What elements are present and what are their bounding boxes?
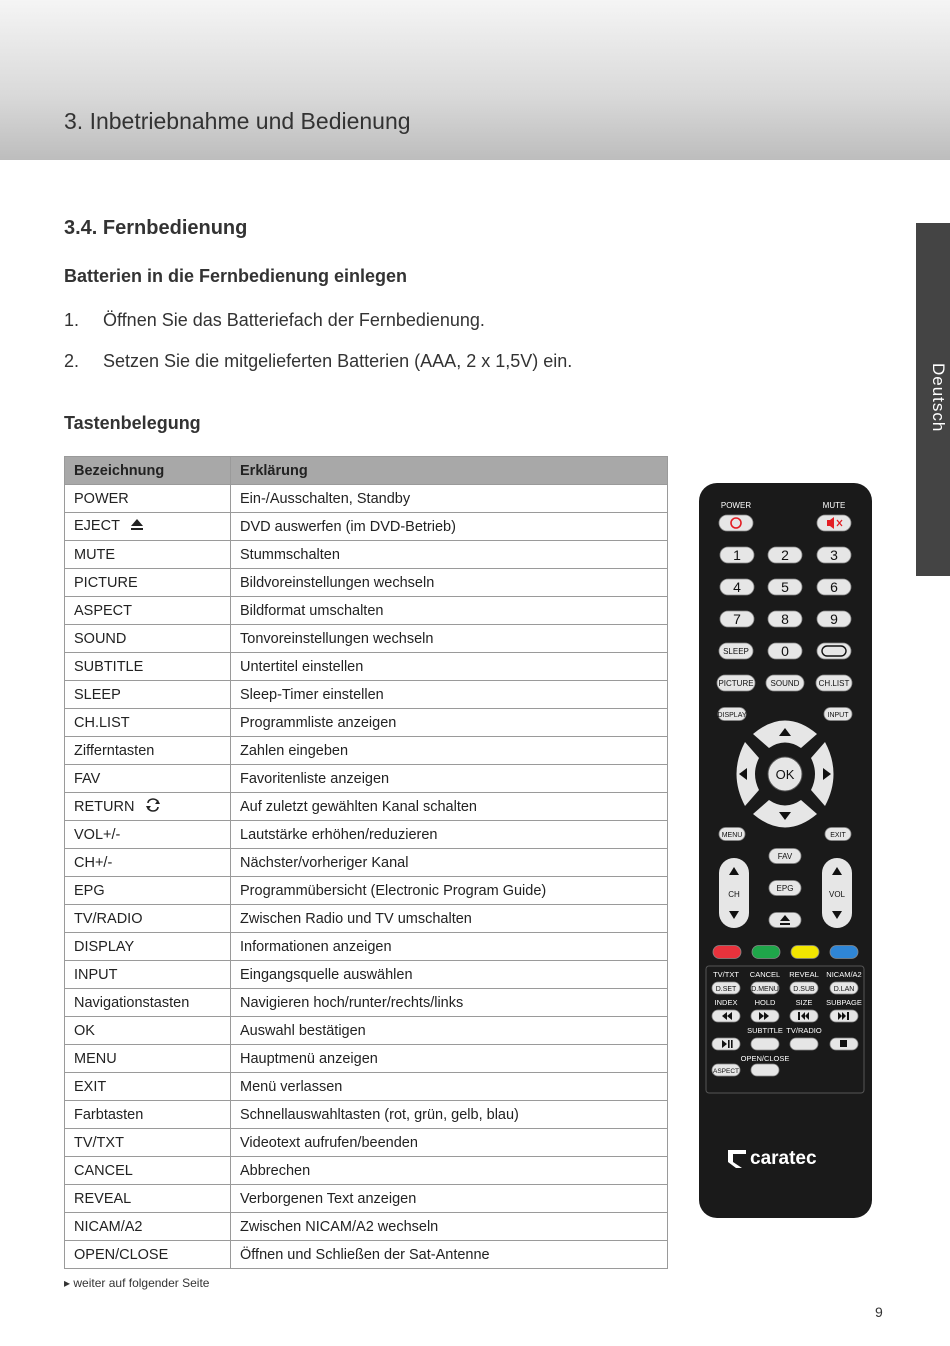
eject-icon (130, 519, 144, 535)
function-key-top-label: NICAM/A2 (826, 970, 862, 979)
key-name-cell (65, 961, 231, 989)
page-number: 9 (875, 1304, 883, 1320)
subtitle-key (751, 1038, 779, 1050)
key-name-cell (65, 1185, 231, 1213)
section-title: 3.4. Fernbedienung (64, 217, 248, 239)
continued-note-text: weiter auf folgender Seite (73, 1276, 210, 1290)
key-description-cell: Videotext aufrufen/beenden (231, 1129, 668, 1157)
key-description-cell: Ein-/Ausschalten, Standby (231, 485, 668, 513)
digit-key-label: 5 (781, 579, 789, 595)
key-description-cell: Navigieren hoch/runter/rechts/links (231, 989, 668, 1017)
chapter-title: 3. Inbetriebnahme und Bedienung (64, 108, 411, 134)
table-row (65, 1241, 668, 1269)
key-name: Farbtasten (74, 1106, 144, 1123)
brand-wordmark: caratec (750, 1148, 817, 1169)
next-icon (847, 1012, 849, 1020)
key-description-cell: Lautstärke erhöhen/reduzieren (231, 821, 668, 849)
key-description-cell: Untertitel einstellen (231, 653, 668, 681)
table-row (65, 597, 668, 625)
key-name-cell (65, 653, 231, 681)
ok-key-label: OK (775, 767, 795, 782)
key-name: DISPLAY (74, 938, 135, 955)
table-row (65, 821, 668, 849)
key-description-cell: Zahlen eingeben (231, 737, 668, 765)
table-row (65, 709, 668, 737)
table-row (65, 1129, 668, 1157)
picture-key-label: PICTURE (718, 679, 754, 688)
key-name-cell (65, 1129, 231, 1157)
key-name: TV/RADIO (74, 910, 143, 927)
key-name-cell (65, 513, 231, 541)
key-description-cell: Stummschalten (231, 541, 668, 569)
keys-heading: Tastenbelegung (64, 413, 201, 433)
fav-key-label: FAV (777, 852, 793, 861)
key-description-cell: Tonvoreinstellungen wechseln (231, 625, 668, 653)
aspect-key-label: ASPECT (712, 1068, 740, 1075)
table-header-row (65, 457, 668, 485)
key-name: ASPECT (74, 602, 133, 619)
key-name-cell (65, 625, 231, 653)
key-name-cell (65, 1045, 231, 1073)
key-name: CH.LIST (74, 714, 130, 731)
mute-label: MUTE (822, 501, 846, 510)
step-number: 2. (64, 351, 80, 371)
key-name-cell (65, 765, 231, 793)
key-name-cell (65, 485, 231, 513)
key-name: CH+/- (74, 854, 113, 871)
key-description-cell: Abbrechen (231, 1157, 668, 1185)
remote-control-drawing (698, 482, 874, 1220)
key-name-cell (65, 681, 231, 709)
blue-key (830, 946, 858, 959)
table-row (65, 569, 668, 597)
key-name-cell (65, 709, 231, 737)
digit-key-label: 3 (830, 547, 838, 563)
side-tab-label: Deutsch (929, 363, 948, 433)
digit-key-label: 6 (830, 579, 838, 595)
table-row (65, 989, 668, 1017)
power-label: POWER (720, 501, 752, 510)
menu-key-label: MENU (721, 832, 743, 839)
tvradio-key (790, 1038, 818, 1050)
key-description-cell: DVD auswerfen (im DVD-Betrieb) (231, 513, 668, 541)
key-name: TV/TXT (74, 1134, 124, 1151)
key-name: OK (74, 1022, 95, 1039)
key-name: OPEN/CLOSE (74, 1246, 169, 1263)
key-description-cell: Auf zuletzt gewählten Kanal schalten (231, 793, 668, 821)
function-key-label: D.MENU (751, 986, 779, 993)
key-description-cell: Bildformat umschalten (231, 597, 668, 625)
function-key-label: D.SUB (793, 986, 815, 993)
key-name: EXIT (74, 1078, 107, 1095)
table-row (65, 1157, 668, 1185)
key-description-cell: Schnellauswahltasten (rot, grün, gelb, blau) (231, 1101, 668, 1129)
column-header: Erklärung (231, 457, 668, 485)
red-key (713, 946, 741, 959)
step-text: Setzen Sie die mitgelieferten Batterien (AAA, 2 x 1,5V) ein. (103, 351, 573, 371)
key-name-cell (65, 989, 231, 1017)
sound-key-label: SOUND (770, 679, 800, 688)
batteries-heading: Batterien in die Fernbedienung einlegen (64, 266, 408, 286)
digit-key-label: 9 (830, 611, 838, 627)
function-key-top-label: SIZE (795, 998, 813, 1007)
digit-key-label: 1 (733, 547, 741, 563)
vol-label: VOL (828, 890, 846, 899)
key-name: SLEEP (74, 686, 121, 703)
key-name: POWER (74, 490, 129, 507)
function-key-label: D.SET (715, 986, 737, 993)
display-key-label: DISPLAY (717, 712, 747, 719)
function-key-top-label: REVEAL (789, 970, 819, 979)
function-key-top-label: HOLD (754, 998, 776, 1007)
key-description-cell: Hauptmenü anzeigen (231, 1045, 668, 1073)
key-name-cell (65, 737, 231, 765)
table-row (65, 681, 668, 709)
play-pause-icon (731, 1040, 733, 1048)
language-side-tab (916, 223, 950, 576)
digit-key-label: 7 (733, 611, 741, 627)
table-row (65, 849, 668, 877)
key-name: Navigationstasten (74, 994, 190, 1011)
chlist-key-label: CH.LIST (818, 679, 850, 688)
ch-label: CH (728, 890, 740, 899)
digit-key-label: 2 (781, 547, 789, 563)
zero-key-label: 0 (781, 643, 789, 659)
key-name-cell (65, 821, 231, 849)
key-description-cell: Bildvoreinstellungen wechseln (231, 569, 668, 597)
table-row (65, 1045, 668, 1073)
key-name-cell (65, 793, 231, 821)
table-row (65, 765, 668, 793)
key-description-cell: Favoritenliste anzeigen (231, 765, 668, 793)
key-name-cell (65, 569, 231, 597)
key-name: INPUT (74, 966, 118, 983)
table-row (65, 793, 668, 821)
header-band (0, 0, 950, 160)
key-description-cell: Auswahl bestätigen (231, 1017, 668, 1045)
key-name: CANCEL (74, 1162, 133, 1179)
eject-key-bar (780, 923, 790, 925)
key-description-cell: Verborgenen Text anzeigen (231, 1185, 668, 1213)
key-description-cell: Öffnen und Schließen der Sat-Antenne (231, 1241, 668, 1269)
function-key-label: D.LAN (833, 986, 855, 993)
open-close-label: OPEN/CLOSE (740, 1054, 790, 1063)
key-description-cell: Sleep-Timer einstellen (231, 681, 668, 709)
table-row (65, 485, 668, 513)
key-description-cell: Zwischen NICAM/A2 wechseln (231, 1213, 668, 1241)
key-name: MUTE (74, 546, 116, 563)
key-name: PICTURE (74, 574, 138, 591)
subtitle-label: SUBTITLE (747, 1026, 783, 1035)
digit-key-label: 4 (733, 579, 741, 595)
key-name-cell (65, 1157, 231, 1185)
key-name: VOL+/- (74, 826, 121, 843)
sleep-key-label: SLEEP (723, 647, 749, 656)
key-table (64, 456, 668, 1269)
green-key (752, 946, 780, 959)
key-name: EJECT (74, 518, 120, 535)
epg-key-label: EPG (776, 884, 794, 893)
table-row (65, 541, 668, 569)
key-name-cell (65, 1101, 231, 1129)
play-pause-icon (728, 1040, 730, 1048)
table-row (65, 1101, 668, 1129)
step-text: Öffnen Sie das Batteriefach der Fernbedienung. (103, 310, 485, 330)
key-name-cell (65, 541, 231, 569)
table-row (65, 905, 668, 933)
function-key-top-label: SUBPAGE (826, 998, 862, 1007)
key-name-cell (65, 1073, 231, 1101)
key-name-cell (65, 849, 231, 877)
step-number: 1. (64, 310, 80, 330)
table-row (65, 933, 668, 961)
key-name-cell (65, 877, 231, 905)
key-description-cell: Zwischen Radio und TV umschalten (231, 905, 668, 933)
function-key-top-label: INDEX (714, 998, 738, 1007)
key-description-cell: Menü verlassen (231, 1073, 668, 1101)
key-name: NICAM/A2 (74, 1218, 143, 1235)
table-row (65, 737, 668, 765)
triangle-right-icon: ▸ (64, 1276, 71, 1290)
table-row (65, 877, 668, 905)
table-row (65, 653, 668, 681)
step-item (64, 310, 485, 331)
stop-icon (840, 1040, 847, 1047)
key-name-cell (65, 1017, 231, 1045)
key-name: RETURN (74, 798, 135, 815)
key-name-cell (65, 1213, 231, 1241)
remote-control-illustration (698, 482, 874, 1220)
input-key-label: INPUT (827, 712, 849, 719)
key-name: EPG (74, 882, 105, 899)
key-name-cell (65, 1241, 231, 1269)
step-item (64, 351, 572, 372)
key-name-cell (65, 933, 231, 961)
open-close-key (751, 1064, 779, 1076)
yellow-key (791, 946, 819, 959)
table-row (65, 1017, 668, 1045)
key-name: Zifferntasten (74, 742, 155, 759)
key-description-cell: Programmliste anzeigen (231, 709, 668, 737)
key-name: SOUND (74, 630, 127, 647)
key-name-cell (65, 597, 231, 625)
exit-key-label: EXIT (830, 832, 846, 839)
key-description-cell: Informationen anzeigen (231, 933, 668, 961)
key-name: REVEAL (74, 1190, 132, 1207)
previous-icon (798, 1012, 800, 1020)
key-description-cell: Nächster/vorheriger Kanal (231, 849, 668, 877)
key-name-cell (65, 905, 231, 933)
table-row (65, 1213, 668, 1241)
table-row (65, 625, 668, 653)
key-name: FAV (74, 770, 101, 787)
key-description-cell: Eingangsquelle auswählen (231, 961, 668, 989)
table-row (65, 1185, 668, 1213)
key-name: MENU (74, 1050, 117, 1067)
table-row (65, 961, 668, 989)
continued-note (64, 1276, 209, 1290)
tvradio-label: TV/RADIO (786, 1026, 822, 1035)
digit-key-label: 8 (781, 611, 789, 627)
key-name: SUBTITLE (74, 658, 144, 675)
table-row (65, 1073, 668, 1101)
function-key-top-label: CANCEL (749, 970, 781, 979)
function-key-top-label: TV/TXT (713, 970, 739, 979)
key-description-cell: Programmübersicht (Electronic Program Guide) (231, 877, 668, 905)
table-row (65, 513, 668, 541)
return-icon (144, 797, 162, 817)
column-header: Bezeichnung (65, 457, 231, 485)
